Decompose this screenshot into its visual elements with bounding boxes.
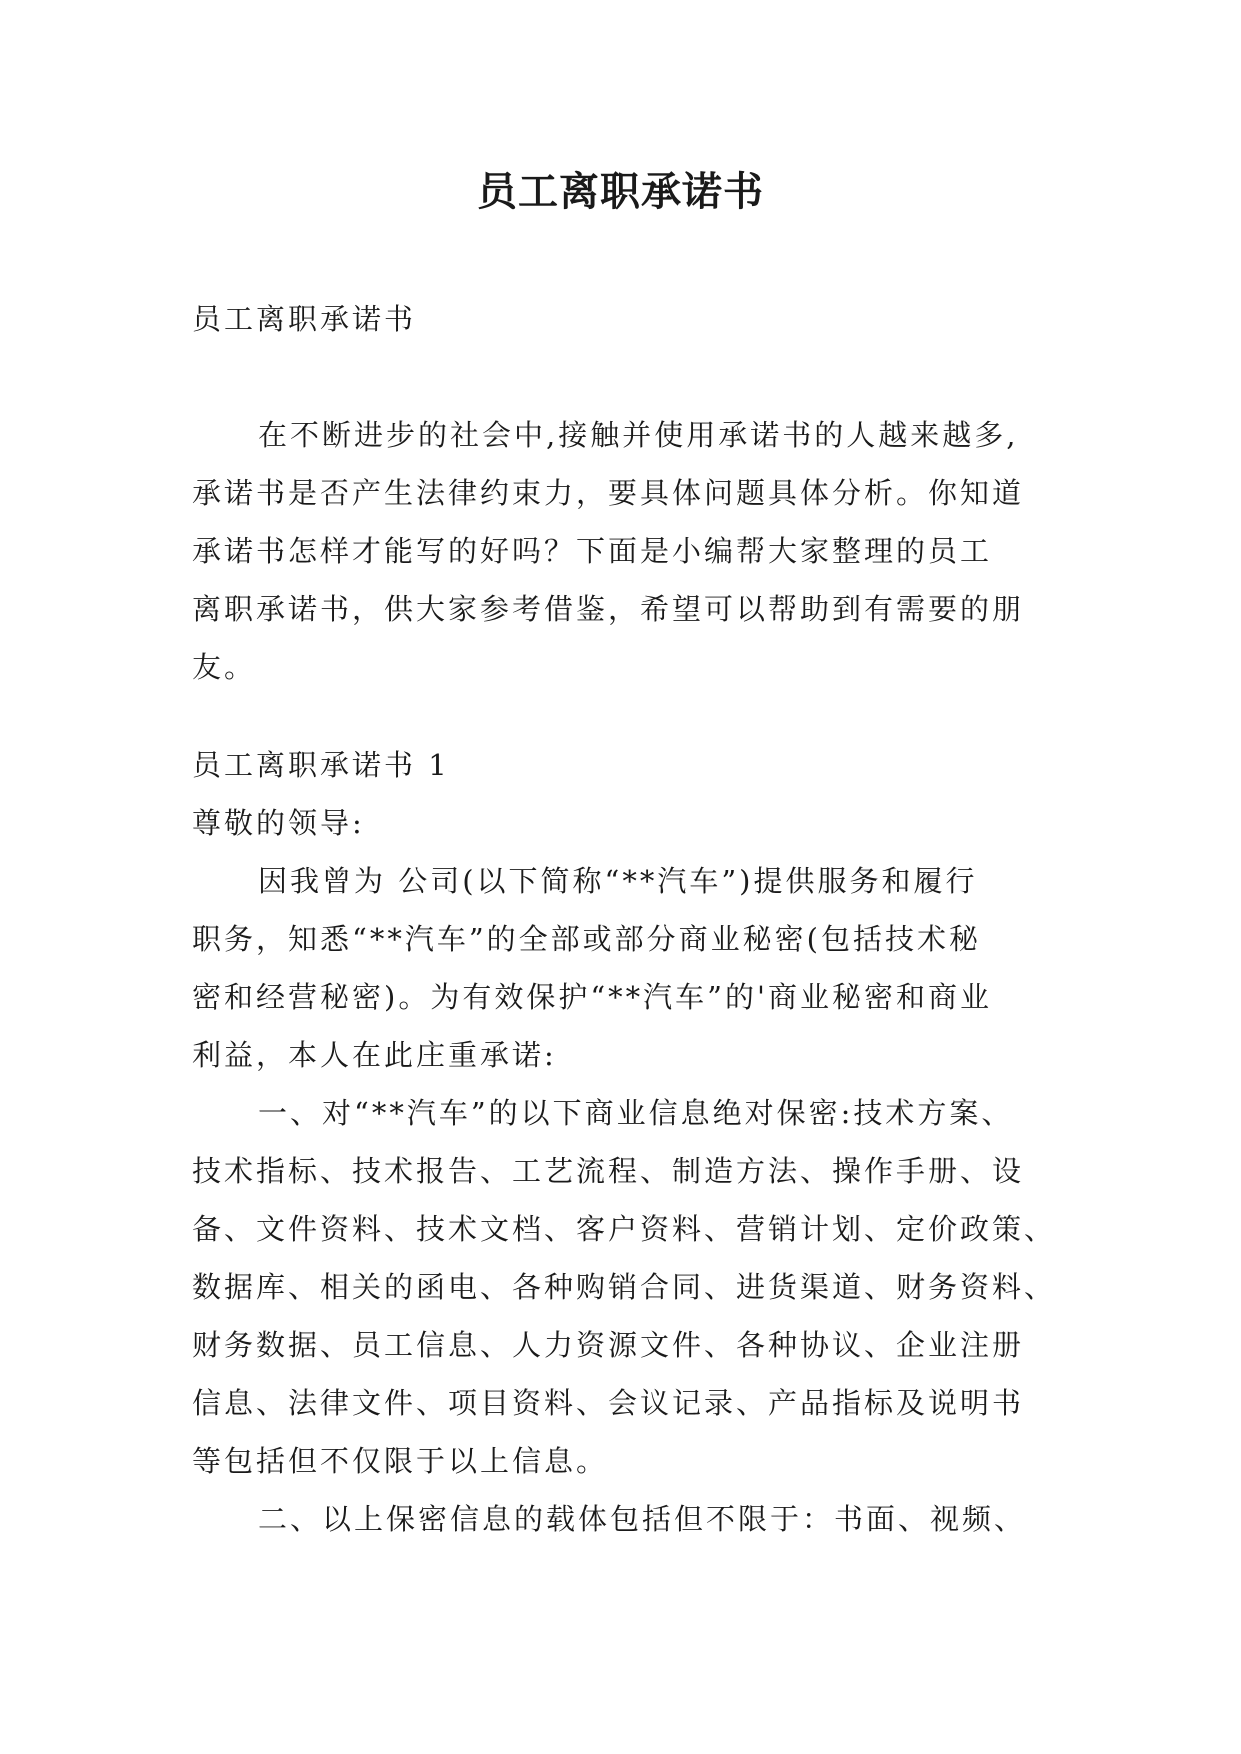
paragraph-line: 数据库、相关的函电、各种购销合同、进货渠道、财务资料、 [192, 1270, 1057, 1304]
intro-line: 友。 [192, 650, 257, 684]
intro-line: 承诺书是否产生法律约束力，要具体问题具体分析。你知道 [192, 476, 1025, 510]
paragraph-line: 二、以上保密信息的载体包括但不限于：书面、视频、 [258, 1502, 1027, 1536]
spacer [192, 696, 1052, 736]
intro-line: 离职承诺书，供大家参考借鉴，希望可以帮助到有需要的朋 [192, 592, 1025, 626]
paragraph-line: 信息、法律文件、项目资料、会议记录、产品指标及说明书 [192, 1386, 1025, 1420]
intro-line: 承诺书怎样才能写的好吗？下面是小编帮大家整理的员工 [192, 534, 993, 568]
paragraph-2 [192, 1084, 1057, 1490]
paragraph-line: 因我曾为 公司(以下简称“**汽车”)提供服务和履行 [258, 864, 978, 898]
paragraph-line: 密和经营秘密)。为有效保护“**汽车”的'商业秘密和商业 [192, 980, 992, 1014]
document-body [192, 290, 1057, 1548]
paragraph-line: 一、对“**汽车”的以下商业信息绝对保密:技术方案、 [258, 1096, 1014, 1130]
paragraph-line: 等包括但不仅限于以上信息。 [192, 1444, 609, 1478]
paragraph-1 [192, 852, 1052, 1084]
intro-paragraph [192, 406, 1052, 696]
subtitle: 员工离职承诺书 [192, 302, 417, 336]
paragraph-3 [192, 1490, 1052, 1548]
section-heading: 员工离职承诺书 1 [192, 748, 450, 782]
intro-line: 在不断进步的社会中,接触并使用承诺书的人越来越多, [258, 418, 1019, 452]
paragraph-line: 职务，知悉“**汽车”的全部或部分商业秘密(包括技术秘 [192, 922, 981, 956]
spacer [192, 348, 1052, 406]
paragraph-line: 利益，本人在此庄重承诺: [192, 1038, 557, 1072]
paragraph-line: 技术指标、技术报告、工艺流程、制造方法、操作手册、设 [192, 1154, 1025, 1188]
document-title: 员工离职承诺书 [477, 168, 764, 215]
salutation: 尊敬的领导: [192, 806, 365, 840]
paragraph-line: 备、文件资料、技术文档、客户资料、营销计划、定价政策、 [192, 1212, 1057, 1246]
paragraph-line: 财务数据、员工信息、人力资源文件、各种协议、企业注册 [192, 1328, 1025, 1362]
